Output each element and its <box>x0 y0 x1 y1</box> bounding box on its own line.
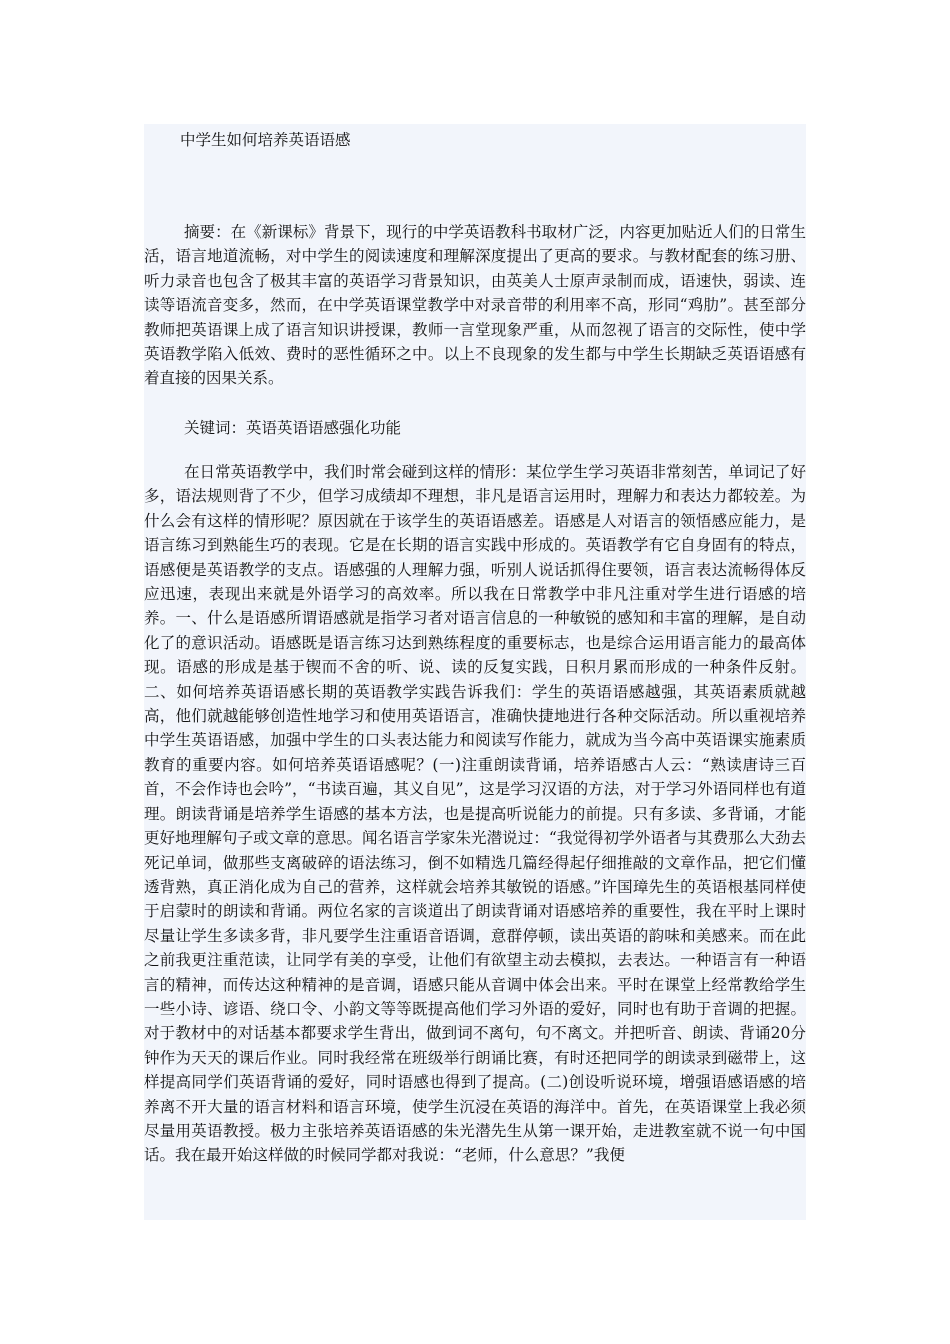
abstract-paragraph: 摘要：在《新课标》背景下，现行的中学英语教科书取材广泛，内容更加贴近人们的日常生活，语言地道流畅，对中学生的阅读速度和理解深度提出了更高的要求。与教材配套的练习册、听力录音也包含了极其丰富的英语学习背景知识，由英美人士原声录制而成，语速快，弱读、连读等语流音变多，然而，在中学英语课堂教学中对录音带的利用率不高，形同“鸡肋”。甚至部分教师把英语课上成了语言知识讲授课，教师一言堂现象严重，从而忽视了语言的交际性，使中学英语教学陷入低效、费时的恶性循环之中。以上不良现象的发生都与中学生长期缺乏英语语感有着直接的因果关系。 <box>144 223 806 388</box>
document-content <box>144 124 806 1220</box>
document-title: 中学生如何培养英语语感 <box>180 131 351 149</box>
keywords-paragraph: 关键词：英语英语语感强化功能 <box>184 419 402 437</box>
body-paragraph: 在日常英语教学中，我们时常会碰到这样的情形：某位学生学习英语非常刻苦，单词记了好多，语法规则背了不少，但学习成绩却不理想，非凡是语言运用时，理解力和表达力都较差。为什么会有这样的情形呢？原因就在于该学生的英语语感差。语感是人对语言的领悟感应能力，是语言练习到熟能生巧的表现。它是在长期的语言实践中形成的。英语教学有它自身固有的特点，语感便是英语教学的支点。语感强的人理解力强，听别人说话抓得住要领，语言表达流畅得体反应迅速，表现出来就是外语学习的高效率。所以我在日常教学中非凡注重对学生进行语感的培养。一、什么是语感所谓语感就是指学习者对语言信息的一种敏锐的感知和丰富的理解，是自动化了的意识活动。语感既是语言练习达到熟练程度的重要标志，也是综合运用语言能力的最高体现。语感的形成是基于锲而不舍的听、说、读的反复实践，日积月累而形成的一种条件反射。二、如何培养英语语感长期的英语教学实践告诉我们：学生的英语语感越强，其英语素质就越高，他们就越能够创造性地学习和使用英语语言，准确快捷地进行各种交际活动。所以重视培养中学生英语语感，加强中学生的口头表达能力和阅读写作能力，就成为当今高中英语课实施素质教育的重要内容。如何培养英语语感呢？(一)注重朗读背诵，培养语感古人云：“熟读唐诗三百首，不会作诗也会吟”，“书读百遍，其义自见”，这是学习汉语的方法，对于学习外语同样也有道理。朗读背诵是培养学生语感的基本方法，也是提高听说能力的前提。只有多读、多背诵，才能更好地理解句子或文章的意思。闻名语言学家朱光潜说过：“我觉得初学外语者与其费那么大劲去死记单词，做那些支离破碎的语法练习，倒不如精选几篇经得起仔细推敲的文章作品，把它们懂透背熟，真正消化成为自己的营养，这样就会培养其敏锐的语感。”许国璋先生的英语根基同样使于启蒙时的朗读和背诵。两位名家的言谈道出了朗读背诵对语感培养的重要性，我在平时上课时尽量让学生多读多背，非凡要学生注重语音语调，意群停顿，读出英语的韵味和美感来。而在此之前我更注重范读，让同学有美的享受，让他们有欲望主动去模拟，去表达。一种语言有一种语言的精神，而传达这种精神的是音调，语感只能从音调中体会出来。平时在课堂上经常教给学生一些小诗、谚语、绕口令、小韵文等等既提高他们学习外语的爱好，同时也有助于音调的把握。对于教材中的对话基本都要求学生背出，做到词不离句，句不离文。并把听音、朗读、背诵20分钟作为天天的课后作业。同时我经常在班级举行朗诵比赛，有时还把同学的朗读录到磁带上，这样提高同学们英语背诵的爱好，同时语感也得到了提高。(二)创设听说环境，增强语感语感的培养离不开大量的语言材料和语言环境，使学生沉浸在英语的海洋中。首先，在英语课堂上我必须尽量用英语教授。极力主张培养英语语感的朱光潜先生从第一课开始，走进教室就不说一句中国话。我在最开始这样做的时候同学都对我说：“老师，什么意思？”我便 <box>144 463 806 1165</box>
